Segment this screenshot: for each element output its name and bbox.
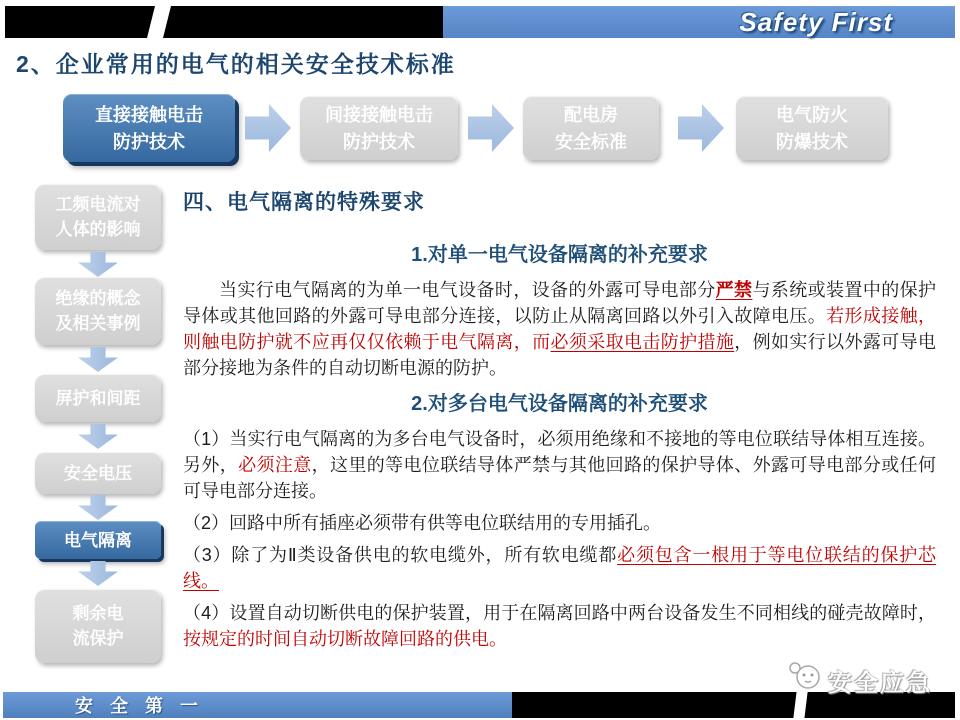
sidebar-item-electrical-isolation-active xyxy=(35,521,161,559)
footer-blue-bar xyxy=(3,692,512,718)
right-arrow-icon xyxy=(468,103,514,153)
sidebar-item-label: 人体的影响 xyxy=(55,220,141,239)
watermark-logo xyxy=(786,660,932,701)
sidebar-item-label: 剩余电 xyxy=(72,604,124,623)
page-title: 2、企业常用的电气的相关安全技术标准 xyxy=(16,51,456,77)
sidebar-item-label: 绝缘的概念 xyxy=(55,289,141,308)
flow-step-indirect-contact xyxy=(300,96,458,160)
sidebar-item-label: 屏护和间距 xyxy=(55,388,141,408)
flow-step-label: 安全标准 xyxy=(555,131,627,152)
flow-step-label: 防爆技术 xyxy=(776,131,848,152)
flow-step-fire-explosion xyxy=(736,96,888,160)
sidebar-item-label: 及相关事例 xyxy=(55,314,141,333)
sidebar-item-label: 流保护 xyxy=(72,629,124,648)
flow-step-label: 间接接触电击 xyxy=(325,104,433,125)
sidebar-item-label: 安全电压 xyxy=(64,463,132,483)
flow-step-label: 电气防火 xyxy=(776,104,848,125)
down-arrow-icon xyxy=(78,424,118,449)
subsection-2-item-4: （4）设置自动切断供电的保护装置，用于在隔离回路中两台设备发生不同相线的碰壳故障时，按规定的时间自动切断故障回路的供电。 xyxy=(183,603,936,649)
subsection-2-item-3: （3）除了为Ⅱ类设备供电的软电缆外，所有软电缆都必须包含一根用于等电位联结的保护芯线。 xyxy=(183,545,937,591)
sidebar-item-insulation xyxy=(35,277,161,345)
down-arrow-icon xyxy=(78,561,118,586)
subsection-2-item-2: （2）回路中所有插座必须带有供等电位联结用的专用插孔。 xyxy=(183,513,662,533)
subsection-1-title: 1.对单一电气设备隔离的补充要求 xyxy=(411,244,708,266)
flow-step-label: 防护技术 xyxy=(113,131,185,152)
top-banner-blue xyxy=(443,6,955,38)
mascot-icon xyxy=(786,660,824,701)
sidebar-item-safe-voltage xyxy=(35,452,161,494)
flow-step-direct-contact xyxy=(63,94,235,162)
down-arrow-icon xyxy=(78,252,118,277)
flow-step-label: 直接接触电击 xyxy=(95,104,203,125)
sidebar-item-frequency-current xyxy=(35,184,161,250)
flow-step-label: 配电房 xyxy=(564,104,618,125)
brand-text: Safety First xyxy=(739,6,893,37)
down-arrow-icon xyxy=(78,347,118,372)
watermark-text: 安全应急 xyxy=(828,670,932,697)
sidebar-item-label: 电气隔离 xyxy=(64,530,132,550)
sidebar-item-label: 工频电流对 xyxy=(55,195,141,214)
footer-slogan: 安 全 第 一 xyxy=(75,696,205,716)
subsection-2-title: 2.对多台电气设备隔离的补充要求 xyxy=(411,393,708,415)
flow-step-distribution-room xyxy=(523,96,659,160)
flow-step-label: 防护技术 xyxy=(343,131,415,152)
right-arrow-icon xyxy=(678,103,724,153)
subsection-2-item-1: （1）当实行电气隔离的为多台电气设备时，必须用绝缘和不接地的等电位联结导体相互连接。另外，必须注意，这里的等电位联结导体严禁与其他回路的保护导体、外露可导电部分或任何可导电部分连接。 xyxy=(183,429,936,501)
top-banner-black-right xyxy=(163,6,444,38)
down-arrow-icon xyxy=(78,495,118,520)
sidebar-item-shielding-clearance xyxy=(35,374,161,422)
section-heading: 四、电气隔离的特殊要求 xyxy=(183,191,425,214)
main-content xyxy=(183,186,936,658)
subsection-1-paragraph: 当实行电气隔离的为单一电气设备时，设备的外露可导电部分严禁与系统或装置中的保护导体或其他回路的外露可导电部分连接，以防止从隔离回路以外引入故障电压。若形成接触，则触电防护就不应再仅仅依赖于电气隔离，而必须采取电击防护措施，例如实行以外露可导电部分接地为条件的自动切断电源的防护。 xyxy=(183,280,937,378)
top-banner-black-left xyxy=(5,6,155,38)
sidebar-item-residual-current xyxy=(35,589,161,663)
right-arrow-icon xyxy=(245,103,291,153)
